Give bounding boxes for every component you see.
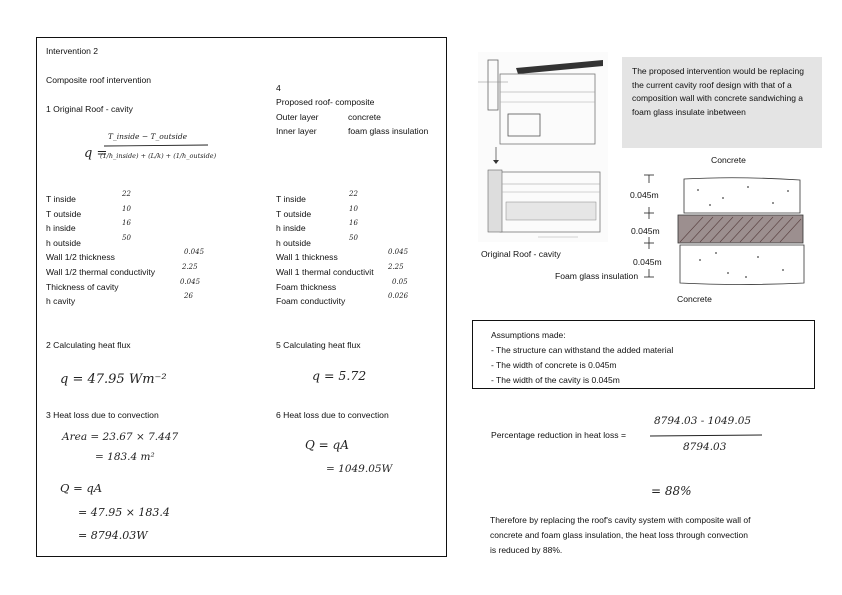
original-params bbox=[46, 189, 216, 306]
sketch-foam-label: Foam glass insulation bbox=[555, 271, 639, 281]
param-label: T outside bbox=[46, 208, 82, 219]
intervention-title: Intervention 2 bbox=[46, 46, 99, 56]
q-line-2: = 47.95 × 183.4 bbox=[78, 506, 170, 519]
section-1-heading: 1 Original Roof - cavity bbox=[46, 104, 133, 114]
param-value: 0.05 bbox=[392, 277, 408, 286]
param-label: Wall 1/2 thermal conductivity bbox=[46, 266, 156, 277]
param-value: 22 bbox=[349, 190, 358, 198]
param-label: h outside bbox=[276, 237, 311, 248]
reduction-numerator: 8794.03 - 1049.05 bbox=[654, 415, 752, 427]
sketch-dimension-3: 0.045m bbox=[633, 257, 662, 267]
area-line-1: Area = 23.67 × 7.447 bbox=[62, 431, 179, 443]
param-row bbox=[46, 189, 216, 204]
param-label: h outside bbox=[46, 237, 81, 248]
param-value: 0.045 bbox=[184, 248, 205, 257]
sketch-dimension-1: 0.045m bbox=[630, 190, 659, 200]
reduction-result: = 88% bbox=[651, 484, 692, 498]
proposed-heat-flux-result: q = 5.72 bbox=[312, 368, 367, 383]
param-row bbox=[276, 277, 446, 292]
section-3-heading: 3 Heat loss due to convection bbox=[46, 410, 159, 420]
param-value: 16 bbox=[349, 219, 358, 228]
section-4-number: 4 bbox=[276, 83, 281, 93]
assumptions-box bbox=[472, 320, 815, 389]
reduction-label: Percentage reduction in heat loss = bbox=[491, 430, 626, 440]
section-4-heading: Proposed roof- composite bbox=[276, 97, 375, 107]
formula-denominator: (1/h_inside) + (L/k) + (1/h_outside) bbox=[100, 152, 217, 160]
description-text: The proposed intervention would be replacing the current cavity roof design with that of a composition wall with concrete sandwiching a foam glass insulate inbetween bbox=[632, 66, 805, 117]
param-label: Wall 1 thermal conductivit bbox=[276, 266, 374, 277]
param-label: Foam conductivity bbox=[276, 296, 346, 307]
param-value: 50 bbox=[122, 233, 131, 242]
assumption-item: - The structure can withstand the added material bbox=[491, 345, 674, 355]
param-label: h inside bbox=[46, 223, 76, 234]
formula-numerator: T_inside − T_outside bbox=[108, 132, 188, 141]
section-2-heading: 2 Calculating heat flux bbox=[46, 340, 131, 350]
section-6-heading: 6 Heat loss due to convection bbox=[276, 410, 389, 420]
param-value: 2.25 bbox=[388, 262, 404, 271]
param-row bbox=[276, 204, 446, 219]
param-value: 10 bbox=[349, 204, 358, 213]
param-row bbox=[46, 233, 216, 248]
param-label: h cavity bbox=[46, 296, 76, 307]
sketch-dimension-2: 0.045m bbox=[631, 226, 660, 236]
param-value: 10 bbox=[122, 204, 131, 213]
param-value: 0.045 bbox=[180, 277, 201, 286]
param-row bbox=[276, 189, 446, 204]
section-5-heading: 5 Calculating heat flux bbox=[276, 340, 361, 350]
param-label: T inside bbox=[46, 194, 76, 204]
param-label: T inside bbox=[276, 194, 306, 204]
outer-layer-label: Outer layer bbox=[276, 112, 319, 122]
original-roof-drawing bbox=[478, 52, 608, 242]
param-row bbox=[46, 291, 216, 306]
composite-subtitle: Composite roof intervention bbox=[46, 75, 152, 85]
param-value: 0.026 bbox=[388, 292, 409, 301]
param-row bbox=[46, 277, 216, 292]
param-row bbox=[46, 247, 216, 262]
outer-layer-value: concrete bbox=[348, 112, 381, 122]
description-box bbox=[622, 57, 822, 148]
s6-line-1: Q = qA bbox=[305, 438, 349, 452]
drawing-caption: Original Roof - cavity bbox=[481, 249, 561, 259]
assumptions-title: Assumptions made: bbox=[491, 330, 566, 340]
assumption-item: - The width of the cavity is 0.045m bbox=[491, 375, 620, 385]
formula-fraction-bar bbox=[104, 144, 210, 148]
conclusion-text: Therefore by replacing the roof's cavity system with composite wall of concrete and foam glass insulation, the heat loss through convection is reduced by 88%. bbox=[490, 515, 751, 555]
reduction-denominator: 8794.03 bbox=[683, 441, 727, 453]
param-value: 26 bbox=[184, 292, 193, 301]
param-row bbox=[276, 262, 446, 277]
heat-flux-result: q = 47.95 Wm⁻² bbox=[60, 372, 167, 387]
formula-q: q = bbox=[84, 146, 108, 161]
inner-layer-value: foam glass insulation bbox=[348, 126, 429, 136]
param-label: Foam thickness bbox=[276, 281, 337, 292]
param-label: Thickness of cavity bbox=[46, 281, 119, 292]
inner-layer-label: Inner layer bbox=[276, 126, 317, 136]
sketch-concrete-top-label: Concrete bbox=[711, 155, 746, 165]
assumption-item: - The width of concrete is 0.045m bbox=[491, 360, 617, 370]
sketch-concrete-bottom-label: Concrete bbox=[677, 294, 712, 304]
param-label: Wall 1 thickness bbox=[276, 252, 338, 263]
param-value: 16 bbox=[122, 219, 131, 228]
reduction-fraction-bar bbox=[650, 434, 765, 438]
param-row bbox=[46, 204, 216, 219]
q-line-1: Q = qA bbox=[60, 481, 103, 495]
param-row bbox=[46, 218, 216, 233]
param-label: Wall 1/2 thickness bbox=[46, 252, 115, 263]
area-line-2: = 183.4 m² bbox=[95, 451, 155, 463]
proposed-params bbox=[276, 189, 446, 306]
param-row bbox=[276, 218, 446, 233]
param-label: T outside bbox=[276, 208, 312, 219]
param-value: 0.045 bbox=[388, 248, 409, 257]
param-row bbox=[276, 247, 446, 262]
param-value: 2.25 bbox=[182, 262, 198, 271]
param-value: 50 bbox=[349, 233, 358, 242]
q-line-3: = 8794.03W bbox=[78, 529, 148, 542]
param-value: 22 bbox=[122, 190, 131, 198]
param-row bbox=[46, 262, 216, 277]
s6-line-2: = 1049.05W bbox=[326, 463, 393, 475]
param-row bbox=[276, 291, 446, 306]
param-row bbox=[276, 233, 446, 248]
param-label: h inside bbox=[276, 223, 306, 234]
